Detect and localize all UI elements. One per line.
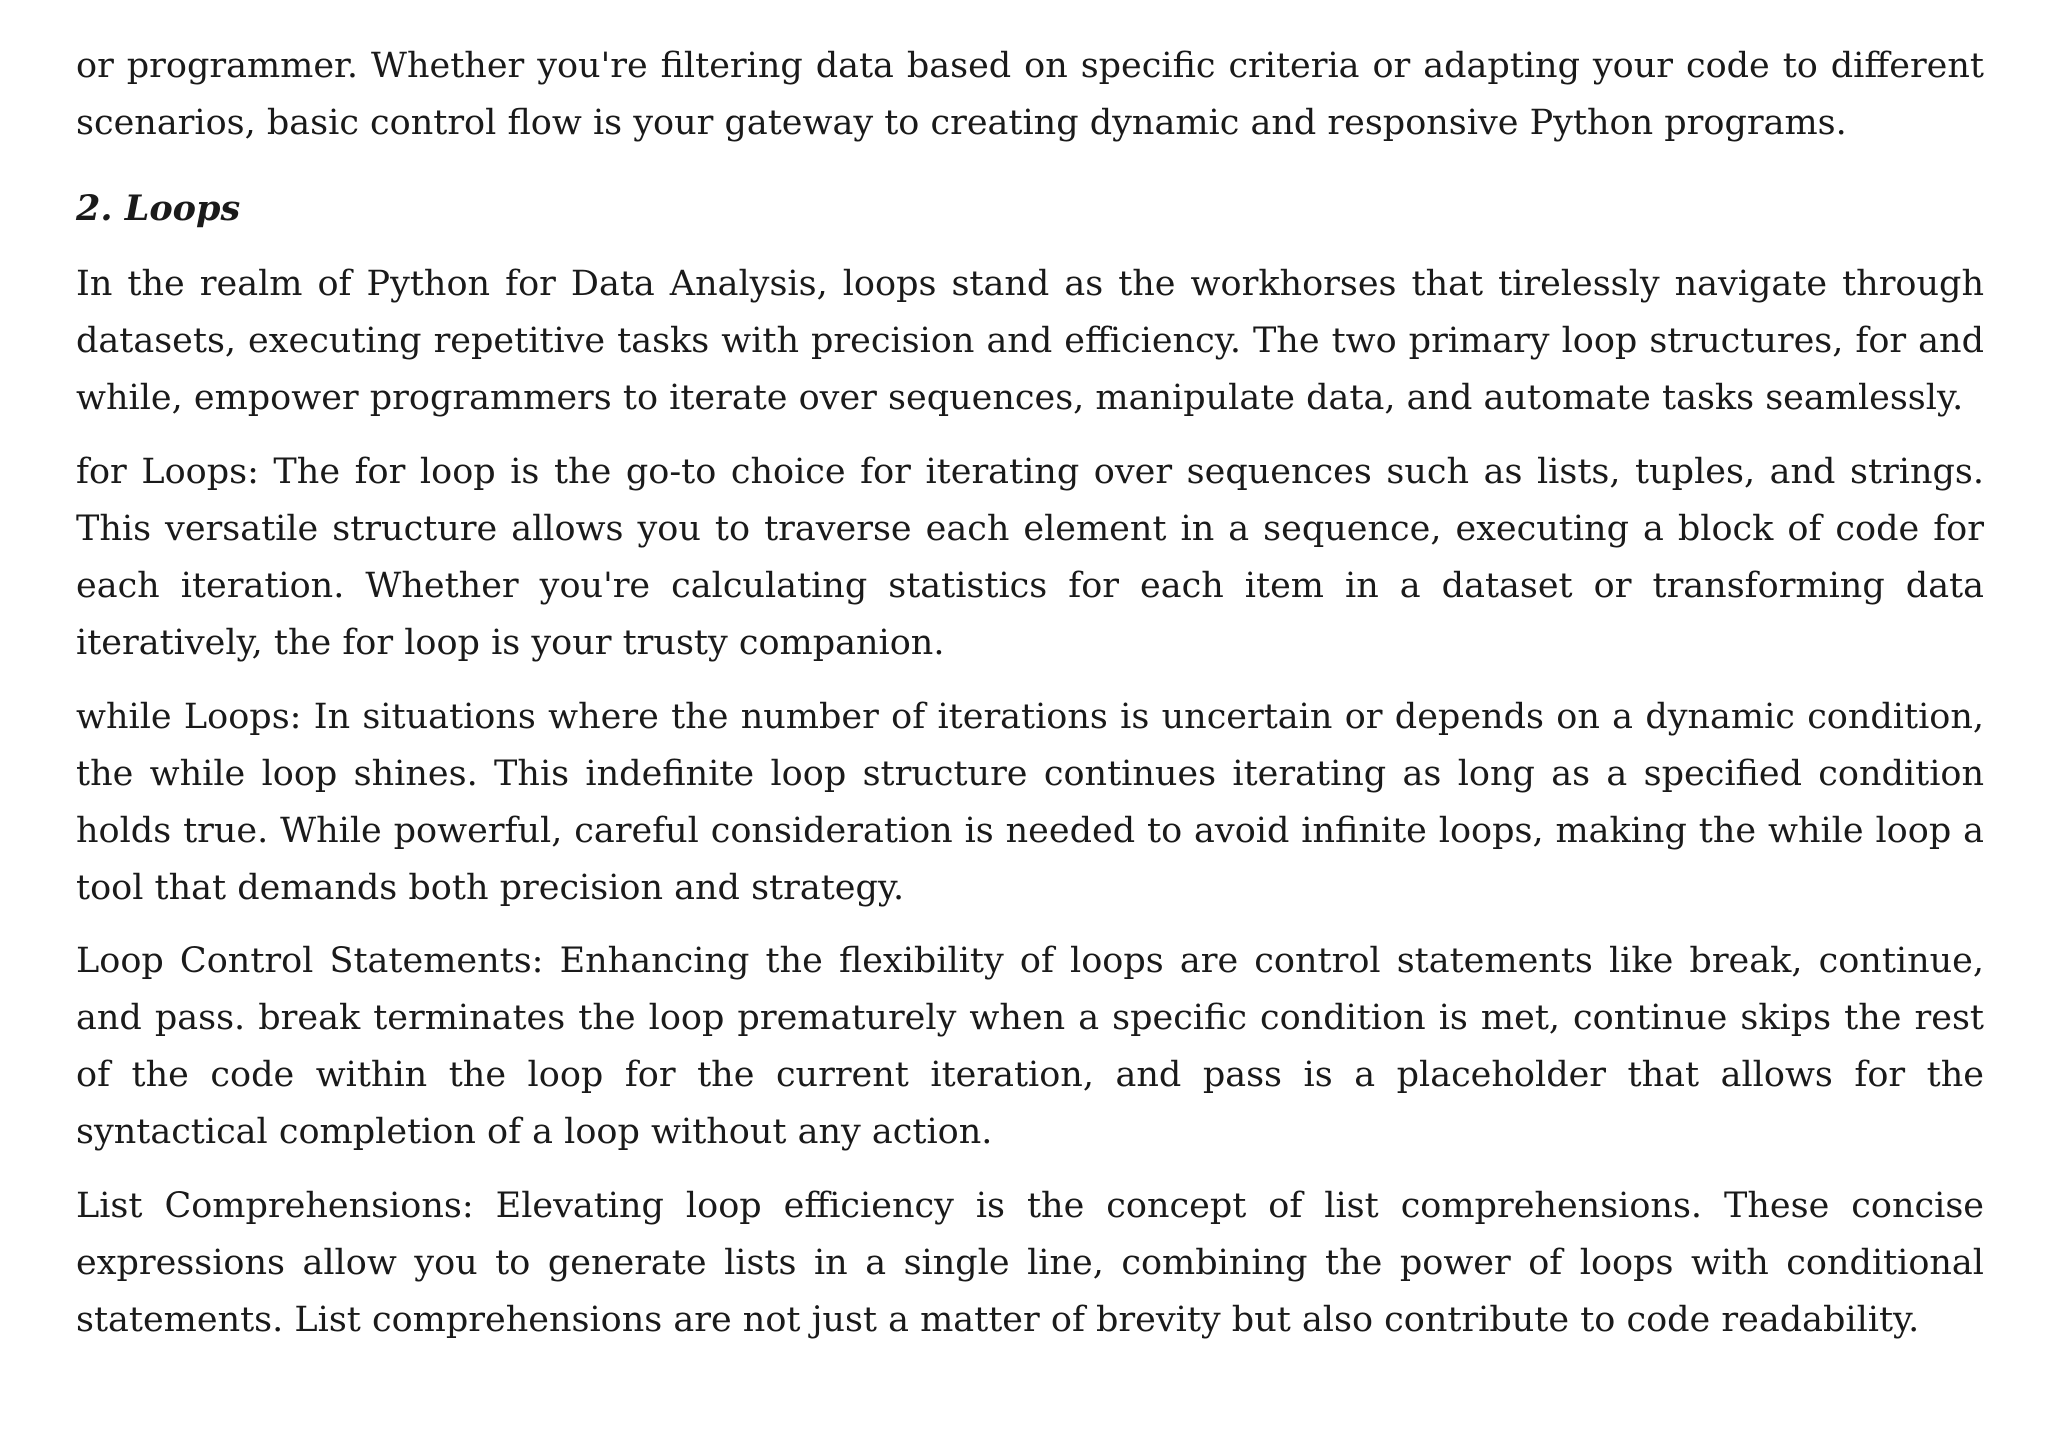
- paragraph-loops-intro: In the realm of Python for Data Analysis, loops stand as the workhorses that tirelessly navigate through datasets, executing repetitive tasks with precision and efficiency. The two primary loop structures, for and while, empower programmers to iterate over sequences, manipulate data, and automate tasks seamlessly.: [76, 264, 1984, 418]
- paragraph-while-loops: while Loops: In situations where the number of iterations is uncertain or depends on a dynamic condition, the while loop shines. This indefinite loop structure continues iterating as long as a specified condition holds true. While powerful, careful consideration is needed to avoid infinite loops, making the while loop a tool that demands both precision and strategy.: [76, 697, 1984, 908]
- paragraph-for-loops: for Loops: The for loop is the go-to choice for iterating over sequences such as lists, tuples, and strings. This versatile structure allows you to traverse each element in a sequence, executing a block of code for each iteration. Whether you're calculating statistics for each item in a dataset or transforming data iteratively, the for loop is your trusty companion.: [76, 452, 1984, 663]
- paragraph-list-comprehensions: List Comprehensions: Elevating loop efficiency is the concept of list comprehensions. These concise expressions allow you to generate lists in a single line, combining the power of loops with conditional statements. List comprehensions are not just a matter of brevity but also contribute to code readability.: [76, 1186, 1984, 1340]
- paragraph-loop-control: Loop Control Statements: Enhancing the flexibility of loops are control statements like break, continue, and pass. break terminates the loop prematurely when a specific condition is met, continue skips the rest of the code within the loop for the current iteration, and pass is a placeholder that allows for the syntactical completion of a loop without any action.: [76, 941, 1984, 1152]
- intro-paragraph: or programmer. Whether you're filtering data based on specific criteria or adapting your code to different scenarios, basic control flow is your gateway to creating dynamic and responsive Python programs.: [76, 46, 1984, 143]
- section-heading: 2. Loops: [76, 188, 241, 229]
